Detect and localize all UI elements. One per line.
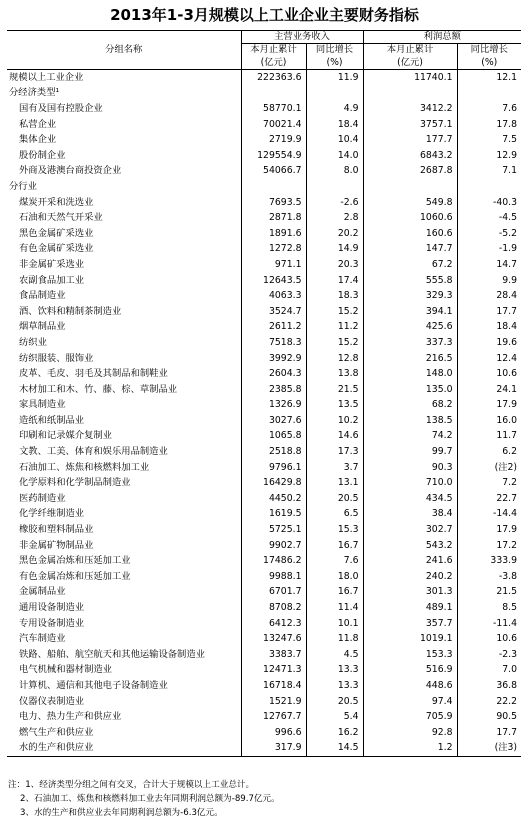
revenue-cum-cell: 1619.5 — [241, 507, 306, 523]
revenue-cum-cell: 1891.6 — [241, 226, 306, 242]
revenue-cum-cell: 222363.6 — [241, 70, 306, 86]
row-name-cell: 食品制造业 — [19, 290, 66, 302]
table-row — [7, 195, 521, 211]
footnote-2: 2、石油加工、炼焦和核燃料加工业去年同期利润总额为-89.7亿元。 — [20, 794, 280, 804]
table-header — [7, 31, 521, 70]
revenue-cum-cell — [241, 179, 306, 195]
profit-growth-cell: 333.9 — [457, 554, 521, 570]
revenue-cum-cell: 7693.5 — [241, 195, 306, 211]
profit-cum-cell: 302.7 — [363, 522, 457, 538]
profit-cum-cell: 549.8 — [363, 195, 457, 211]
table-row — [7, 694, 521, 710]
revenue-growth-cell: 20.3 — [306, 257, 363, 273]
revenue-cum-cell: 129554.9 — [241, 148, 306, 164]
revenue-cum-cell: 3027.6 — [241, 413, 306, 429]
profit-growth-cell: 7.5 — [457, 133, 521, 149]
revenue-cum-cell: 2518.8 — [241, 444, 306, 460]
revenue-growth-cell: 8.0 — [306, 164, 363, 180]
revenue-cum-cell: 9988.1 — [241, 569, 306, 585]
table-row — [7, 507, 521, 523]
revenue-growth-cell: 14.9 — [306, 242, 363, 258]
revenue-growth-cell: 5.4 — [306, 710, 363, 726]
revenue-growth-cell: 11.9 — [306, 70, 363, 86]
row-name-cell: 电力、热力生产和供应业 — [19, 711, 122, 723]
revenue-growth-cell: 18.3 — [306, 289, 363, 305]
table-row — [7, 632, 521, 648]
profit-growth-cell: 14.7 — [457, 257, 521, 273]
profit-cum-cell: 148.0 — [363, 367, 457, 383]
profit-growth-cell: 22.2 — [457, 694, 521, 710]
table-row — [7, 616, 521, 632]
revenue-cum-cell: 6412.3 — [241, 616, 306, 632]
row-name-cell: 农副食品加工业 — [19, 274, 85, 286]
profit-growth-cell — [457, 86, 521, 102]
row-name-cell: 专用设备制造业 — [19, 617, 85, 629]
profit-cum-cell — [363, 179, 457, 195]
row-name-cell: 铁路、船舶、航空航天和其他运输设备制造业 — [19, 648, 205, 660]
profit-growth-cell: 10.6 — [457, 632, 521, 648]
profit-growth-cell: (注3) — [457, 741, 521, 757]
profit-cum-cell: 2687.8 — [363, 164, 457, 180]
row-name-cell: 非金属矿采选业 — [19, 258, 85, 270]
table-row — [7, 678, 521, 694]
revenue-growth-header: 同比增长 — [306, 44, 363, 57]
table-row — [7, 335, 521, 351]
revenue-growth-cell: 17.3 — [306, 444, 363, 460]
profit-growth-cell: 36.8 — [457, 678, 521, 694]
profit-cum-cell: 705.9 — [363, 710, 457, 726]
profit-cum-cell: 357.7 — [363, 616, 457, 632]
revenue-cum-cell: 2719.9 — [241, 133, 306, 149]
row-name-cell: 印刷和记录媒介复制业 — [19, 430, 112, 442]
revenue-cum-cell: 1272.8 — [241, 242, 306, 258]
table-row — [7, 476, 521, 492]
table-row — [7, 725, 521, 741]
row-name-cell: 煤炭开采和洗选业 — [19, 196, 94, 208]
profit-cum-cell: 97.4 — [363, 694, 457, 710]
category-header: 分组名称 — [7, 31, 241, 70]
table-row — [7, 117, 521, 133]
table-row — [7, 444, 521, 460]
row-name-cell: 纺织业 — [19, 336, 47, 348]
table-row — [7, 179, 521, 195]
profit-cum-cell: 135.0 — [363, 382, 457, 398]
table-row — [7, 538, 521, 554]
profit-cum-cell: 153.3 — [363, 647, 457, 663]
row-name-cell: 家具制造业 — [19, 399, 66, 411]
row-name-cell: 仪器仪表制造业 — [19, 695, 85, 707]
row-name-cell: 纺织服装、服饰业 — [19, 352, 94, 364]
profit-growth-cell: 6.2 — [457, 444, 521, 460]
revenue-growth-cell: 10.2 — [306, 413, 363, 429]
profit-cum-cell: 1019.1 — [363, 632, 457, 648]
profit-growth-cell: 12.4 — [457, 351, 521, 367]
revenue-cum-cell: 3992.9 — [241, 351, 306, 367]
row-name-cell: 造纸和纸制品业 — [19, 414, 85, 426]
profit-cum-cell: 90.3 — [363, 460, 457, 476]
revenue-growth-cell: 17.4 — [306, 273, 363, 289]
revenue-growth-cell: 13.5 — [306, 398, 363, 414]
profit-cum-cell: 434.5 — [363, 491, 457, 507]
revenue-growth-cell: -2.6 — [306, 195, 363, 211]
table-row — [7, 554, 521, 570]
profit-cum-cell: 489.1 — [363, 600, 457, 616]
profit-cum-cell: 710.0 — [363, 476, 457, 492]
row-name-cell: 通用设备制造业 — [19, 602, 85, 613]
row-name-cell: 电气机械和器材制造业 — [19, 664, 112, 676]
profit-cum-cell: 301.3 — [363, 585, 457, 601]
revenue-growth-cell: 14.5 — [306, 741, 363, 757]
revenue-growth-cell: 16.7 — [306, 585, 363, 601]
table-row — [7, 367, 521, 383]
revenue-cum-cell: 58770.1 — [241, 101, 306, 117]
table-row — [7, 569, 521, 585]
profit-growth-cell: 21.5 — [457, 585, 521, 601]
profit-growth-cell: 17.7 — [457, 304, 521, 320]
profit-growth-cell: 17.9 — [457, 522, 521, 538]
row-name-cell: 文教、工美、体育和娱乐用品制造业 — [19, 446, 168, 458]
profit-growth-cell: -1.9 — [457, 242, 521, 258]
profit-cum-cell: 1.2 — [363, 741, 457, 757]
row-name-cell: 水的生产和供应业 — [7, 741, 241, 757]
profit-cum-cell: 147.7 — [363, 242, 457, 258]
row-name-cell: 橡胶和塑料制品业 — [19, 524, 94, 536]
revenue-growth-cell: 4.5 — [306, 647, 363, 663]
profit-growth-cell: -5.2 — [457, 226, 521, 242]
revenue-cum-cell: 12471.3 — [241, 663, 306, 679]
profit-cum-cell: 1060.6 — [363, 211, 457, 227]
row-name-cell: 规模以上工业企业 — [9, 71, 84, 83]
revenue-growth-cell: 18.0 — [306, 569, 363, 585]
row-name-cell: 医药制造业 — [19, 492, 66, 504]
table-row — [7, 70, 521, 86]
table-row — [7, 101, 521, 117]
table-row — [7, 585, 521, 601]
revenue-growth-cell: 13.3 — [306, 663, 363, 679]
profit-cum-cell: 74.2 — [363, 429, 457, 445]
profit-cum-cell: 543.2 — [363, 538, 457, 554]
table-row — [7, 273, 521, 289]
revenue-growth-cell: 20.5 — [306, 694, 363, 710]
row-name-cell: 烟草制品业 — [19, 321, 66, 333]
footnote-3: 3、水的生产和供应业去年同期利润总额为-6.3亿元。 — [20, 808, 223, 818]
row-name-cell: 私营企业 — [19, 118, 57, 130]
revenue-growth-cell: 2.8 — [306, 211, 363, 227]
table-row — [7, 289, 521, 305]
revenue-cum-cell: 1065.8 — [241, 429, 306, 445]
profit-growth-cell: -11.4 — [457, 616, 521, 632]
revenue-cum-header: 本月止累计 — [241, 44, 306, 57]
table-row — [7, 600, 521, 616]
profit-growth-unit: (%) — [457, 57, 521, 70]
profit-cum-cell: 240.2 — [363, 569, 457, 585]
revenue-cum-cell: 1326.9 — [241, 398, 306, 414]
revenue-growth-cell: 16.7 — [306, 538, 363, 554]
table-row — [7, 491, 521, 507]
revenue-growth-unit: (%) — [306, 57, 363, 70]
revenue-cum-cell: 8708.2 — [241, 600, 306, 616]
profit-growth-cell — [457, 179, 521, 195]
table-row — [7, 429, 521, 445]
footnotes — [8, 778, 280, 820]
footnote-1: 注：1、经济类型分组之间有交叉，合计大于规模以上工业总计。 — [8, 780, 255, 790]
revenue-cum-cell: 3383.7 — [241, 647, 306, 663]
table-row — [7, 86, 521, 102]
revenue-growth-cell: 18.4 — [306, 117, 363, 133]
revenue-growth-cell: 13.1 — [306, 476, 363, 492]
table-row — [7, 304, 521, 320]
profit-growth-cell: 17.2 — [457, 538, 521, 554]
profit-cum-cell: 329.3 — [363, 289, 457, 305]
revenue-growth-cell: 10.1 — [306, 616, 363, 632]
profit-group-header: 利润总额 — [363, 31, 521, 44]
profit-cum-cell: 394.1 — [363, 304, 457, 320]
revenue-cum-cell: 971.1 — [241, 257, 306, 273]
profit-growth-cell: 12.9 — [457, 148, 521, 164]
table-row — [7, 413, 521, 429]
profit-growth-cell: 28.4 — [457, 289, 521, 305]
profit-growth-cell: 17.7 — [457, 725, 521, 741]
revenue-cum-cell: 4450.2 — [241, 491, 306, 507]
profit-growth-cell: 7.2 — [457, 476, 521, 492]
profit-growth-cell: 16.0 — [457, 413, 521, 429]
table-row — [7, 382, 521, 398]
profit-growth-cell: 12.1 — [457, 70, 521, 86]
revenue-growth-cell: 15.2 — [306, 335, 363, 351]
profit-cum-cell: 160.6 — [363, 226, 457, 242]
revenue-cum-cell: 317.9 — [241, 741, 306, 757]
table-row — [7, 522, 521, 538]
revenue-cum-unit: (亿元) — [241, 57, 306, 70]
profit-growth-cell: -2.3 — [457, 647, 521, 663]
revenue-growth-cell: 11.8 — [306, 632, 363, 648]
row-name-cell: 计算机、通信和其他电子设备制造业 — [19, 679, 168, 691]
row-name-cell: 有色金属矿采选业 — [19, 243, 94, 255]
revenue-growth-cell: 13.8 — [306, 367, 363, 383]
profit-growth-cell: 24.1 — [457, 382, 521, 398]
revenue-cum-cell: 3524.7 — [241, 304, 306, 320]
profit-growth-cell: 7.0 — [457, 663, 521, 679]
revenue-growth-cell: 15.2 — [306, 304, 363, 320]
profit-growth-cell: 10.6 — [457, 367, 521, 383]
profit-growth-cell: 19.6 — [457, 335, 521, 351]
revenue-cum-cell: 2604.3 — [241, 367, 306, 383]
revenue-growth-cell: 12.8 — [306, 351, 363, 367]
row-name-cell: 股份制企业 — [19, 149, 66, 161]
profit-growth-cell: (注2) — [457, 460, 521, 476]
profit-cum-cell: 67.2 — [363, 257, 457, 273]
profit-growth-cell: 22.7 — [457, 491, 521, 507]
profit-cum-cell: 241.6 — [363, 554, 457, 570]
table-row — [7, 226, 521, 242]
row-name-cell: 分行业 — [9, 180, 37, 192]
row-name-cell: 分经济类型¹ — [9, 87, 60, 99]
financial-indicators-table — [7, 30, 521, 757]
profit-growth-cell: -4.5 — [457, 211, 521, 227]
profit-growth-cell: -40.3 — [457, 195, 521, 211]
profit-cum-cell: 3757.1 — [363, 117, 457, 133]
row-name-cell: 黑色金属矿采选业 — [19, 227, 94, 239]
row-name-cell: 化学原料和化学制品制造业 — [19, 477, 131, 489]
revenue-cum-cell: 6701.7 — [241, 585, 306, 601]
profit-cum-cell: 11740.1 — [363, 70, 457, 86]
revenue-group-header: 主营业务收入 — [241, 31, 363, 44]
row-name-cell: 黑色金属冶炼和压延加工业 — [19, 555, 131, 567]
table-row — [7, 351, 521, 367]
revenue-growth-cell: 20.2 — [306, 226, 363, 242]
revenue-cum-cell: 2871.8 — [241, 211, 306, 227]
revenue-cum-cell: 70021.4 — [241, 117, 306, 133]
profit-cum-cell — [363, 86, 457, 102]
revenue-cum-cell: 16429.8 — [241, 476, 306, 492]
revenue-cum-cell — [241, 86, 306, 102]
table-row — [7, 398, 521, 414]
row-name-cell: 汽车制造业 — [19, 633, 66, 645]
table-row — [7, 320, 521, 336]
revenue-cum-cell: 2611.2 — [241, 320, 306, 336]
profit-growth-cell: 17.8 — [457, 117, 521, 133]
profit-cum-cell: 3412.2 — [363, 101, 457, 117]
table-body — [7, 70, 521, 757]
profit-cum-cell: 337.3 — [363, 335, 457, 351]
revenue-growth-cell: 3.7 — [306, 460, 363, 476]
profit-growth-cell: -3.8 — [457, 569, 521, 585]
profit-growth-cell: 9.9 — [457, 273, 521, 289]
revenue-growth-cell: 14.6 — [306, 429, 363, 445]
revenue-cum-cell: 5725.1 — [241, 522, 306, 538]
profit-cum-cell: 92.8 — [363, 725, 457, 741]
profit-cum-header: 本月止累计 — [363, 44, 457, 57]
row-name-cell: 皮革、毛皮、羽毛及其制品和制鞋业 — [19, 368, 168, 380]
table-row — [7, 257, 521, 273]
profit-cum-cell: 216.5 — [363, 351, 457, 367]
table-row — [7, 148, 521, 164]
page-title: 2013年1-3月规模以上工业企业主要财务指标 — [110, 6, 419, 24]
row-name-cell: 金属制品业 — [19, 586, 66, 598]
row-name-cell: 外商及港澳台商投资企业 — [19, 165, 122, 177]
revenue-cum-cell: 4063.3 — [241, 289, 306, 305]
table-row — [7, 164, 521, 180]
profit-cum-cell: 138.5 — [363, 413, 457, 429]
profit-cum-cell: 516.9 — [363, 663, 457, 679]
revenue-growth-cell: 20.5 — [306, 491, 363, 507]
revenue-growth-cell: 6.5 — [306, 507, 363, 523]
profit-growth-cell: 17.9 — [457, 398, 521, 414]
revenue-cum-cell: 12767.7 — [241, 710, 306, 726]
profit-growth-cell: 7.1 — [457, 164, 521, 180]
revenue-growth-cell: 10.4 — [306, 133, 363, 149]
revenue-growth-cell: 11.2 — [306, 320, 363, 336]
revenue-cum-cell: 13247.6 — [241, 632, 306, 648]
table-row — [7, 741, 521, 757]
row-name-cell: 石油加工、炼焦和核燃料加工业 — [19, 461, 150, 473]
row-name-cell: 国有及国有控股企业 — [19, 103, 103, 114]
revenue-growth-cell — [306, 179, 363, 195]
table-row — [7, 242, 521, 258]
revenue-growth-cell: 21.5 — [306, 382, 363, 398]
revenue-growth-cell: 11.4 — [306, 600, 363, 616]
revenue-cum-cell: 17486.2 — [241, 554, 306, 570]
row-name-cell: 酒、饮料和精制茶制造业 — [19, 305, 122, 317]
profit-growth-header: 同比增长 — [457, 44, 521, 57]
table-row — [7, 460, 521, 476]
profit-cum-cell: 425.6 — [363, 320, 457, 336]
revenue-growth-cell — [306, 86, 363, 102]
revenue-growth-cell: 13.3 — [306, 678, 363, 694]
profit-cum-cell: 177.7 — [363, 133, 457, 149]
table-row — [7, 647, 521, 663]
table-row — [7, 663, 521, 679]
revenue-cum-cell: 12643.5 — [241, 273, 306, 289]
row-name-cell: 集体企业 — [19, 134, 57, 146]
profit-cum-cell: 99.7 — [363, 444, 457, 460]
profit-growth-cell: 11.7 — [457, 429, 521, 445]
row-name-cell: 非金属矿物制品业 — [19, 539, 94, 551]
profit-growth-cell: 7.6 — [457, 101, 521, 117]
profit-cum-cell: 448.6 — [363, 678, 457, 694]
row-name-cell: 木材加工和木、竹、藤、棕、草制品业 — [19, 383, 178, 395]
profit-growth-cell: 18.4 — [457, 320, 521, 336]
profit-growth-cell: 90.5 — [457, 710, 521, 726]
revenue-growth-cell: 15.3 — [306, 522, 363, 538]
revenue-growth-cell: 7.6 — [306, 554, 363, 570]
table-row — [7, 211, 521, 227]
row-name-cell: 有色金属冶炼和压延加工业 — [19, 570, 131, 582]
revenue-cum-cell: 54066.7 — [241, 164, 306, 180]
profit-cum-cell: 68.2 — [363, 398, 457, 414]
profit-cum-cell: 555.8 — [363, 273, 457, 289]
revenue-cum-cell: 2385.8 — [241, 382, 306, 398]
revenue-growth-cell: 4.9 — [306, 101, 363, 117]
profit-cum-cell: 6843.2 — [363, 148, 457, 164]
profit-growth-cell: -14.4 — [457, 507, 521, 523]
revenue-cum-cell: 996.6 — [241, 725, 306, 741]
table-row — [7, 133, 521, 149]
row-name-cell: 化学纤维制造业 — [19, 508, 85, 520]
revenue-cum-cell: 7518.3 — [241, 335, 306, 351]
row-name-cell: 石油和天然气开采业 — [19, 212, 103, 224]
profit-cum-unit: (亿元) — [363, 57, 457, 70]
profit-cum-cell: 38.4 — [363, 507, 457, 523]
revenue-growth-cell: 16.2 — [306, 725, 363, 741]
profit-growth-cell: 8.5 — [457, 600, 521, 616]
table-row — [7, 710, 521, 726]
revenue-growth-cell: 14.0 — [306, 148, 363, 164]
revenue-cum-cell: 9796.1 — [241, 460, 306, 476]
revenue-cum-cell: 16718.4 — [241, 678, 306, 694]
row-name-cell: 燃气生产和供应业 — [19, 726, 94, 738]
revenue-cum-cell: 9902.7 — [241, 538, 306, 554]
revenue-cum-cell: 1521.9 — [241, 694, 306, 710]
